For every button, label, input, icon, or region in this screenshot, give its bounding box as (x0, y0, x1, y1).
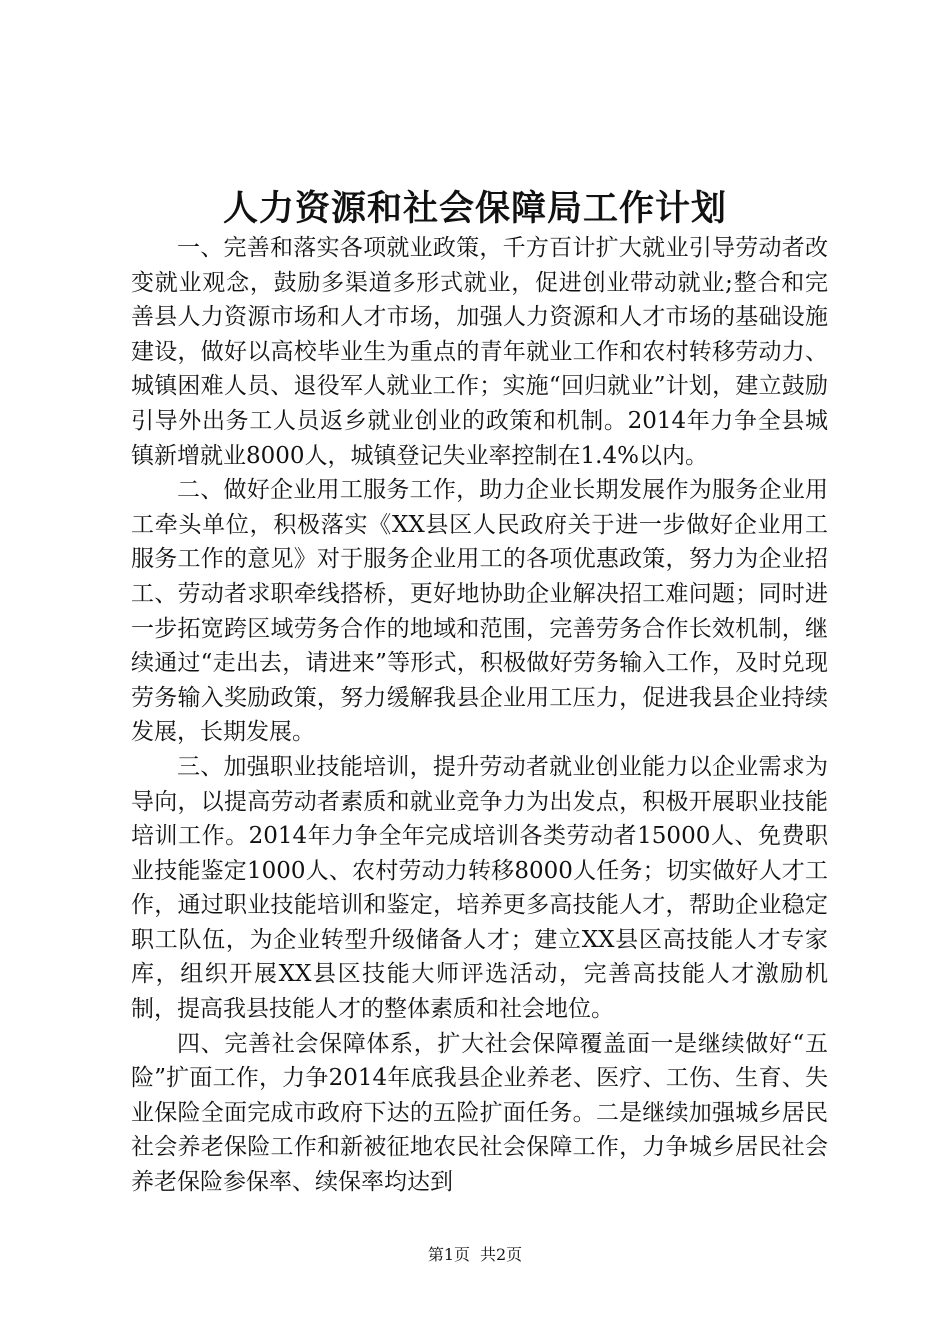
page-number: 第1页 (427, 1245, 470, 1264)
paragraph-1: 一、完善和落实各项就业政策，千方百计扩大就业引导劳动者改变就业观念，鼓励多渠道多形式就业，促进创业带动就业;整合和完善县人力资源市场和人才市场，加强人力资源和人才市场的基础设施建设，做好以高校毕业生为重点的青年就业工作和农村转移劳动力、城镇困难人员、退役军人就业工作；实施“回归就业”计划，建立鼓励引导外出务工人员返乡就业创业的政策和机制。2014年力争全县城镇新增就业8000人，城镇登记失业率控制在1.4%以内。 (131, 235, 828, 469)
page-footer (0, 1243, 950, 1267)
document-body (131, 231, 828, 1200)
paragraph-3: 三、加强职业技能培训，提升劳动者就业创业能力以企业需求为导向，以提高劳动者素质和就业竞争力为出发点，积极开展职业技能培训工作。2014年力争全年完成培训各类劳动者15000人、免费职业技能鉴定1000人、农村劳动力转移8000人任务；切实做好人才工作，通过职业技能培训和鉴定，培养更多高技能人才，帮助企业稳定职工队伍，为企业转型升级储备人才；建立XX县区高技能人才专家库，组织开展XX县区技能大师评选活动，完善高技能人才激励机制，提高我县技能人才的整体素质和社会地位。 (131, 753, 828, 1023)
page-total: 共2页 (480, 1245, 523, 1264)
paragraph-4: 四、完善社会保障体系，扩大社会保障覆盖面一是继续做好“五险”扩面工作，力争2014年底我县企业养老、医疗、工伤、生育、失业保险全面完成市政府下达的五险扩面任务。二是继续加强城乡居民社会养老保险工作和新被征地农民社会保障工作，力争城乡居民社会养老保险参保率、续保率均达到 (131, 1030, 828, 1196)
document-title: 人力资源和社会保障局工作计划 (222, 188, 727, 229)
paragraph-2: 二、做好企业用工服务工作，助力企业长期发展作为服务企业用工牵头单位，积极落实《XX县区人民政府关于进一步做好企业用工服务工作的意见》对于服务企业用工的各项优惠政策，努力为企业招工、劳动者求职牵线搭桥，更好地协助企业解决招工难问题；同时进一步拓宽跨区域劳务合作的地域和范围，完善劳务合作长效机制，继续通过“走出去，请进来”等形式，积极做好劳务输入工作，及时兑现劳务输入奖励政策，努力缓解我县企业用工压力，促进我县企业持续发展，长期发展。 (131, 477, 828, 746)
